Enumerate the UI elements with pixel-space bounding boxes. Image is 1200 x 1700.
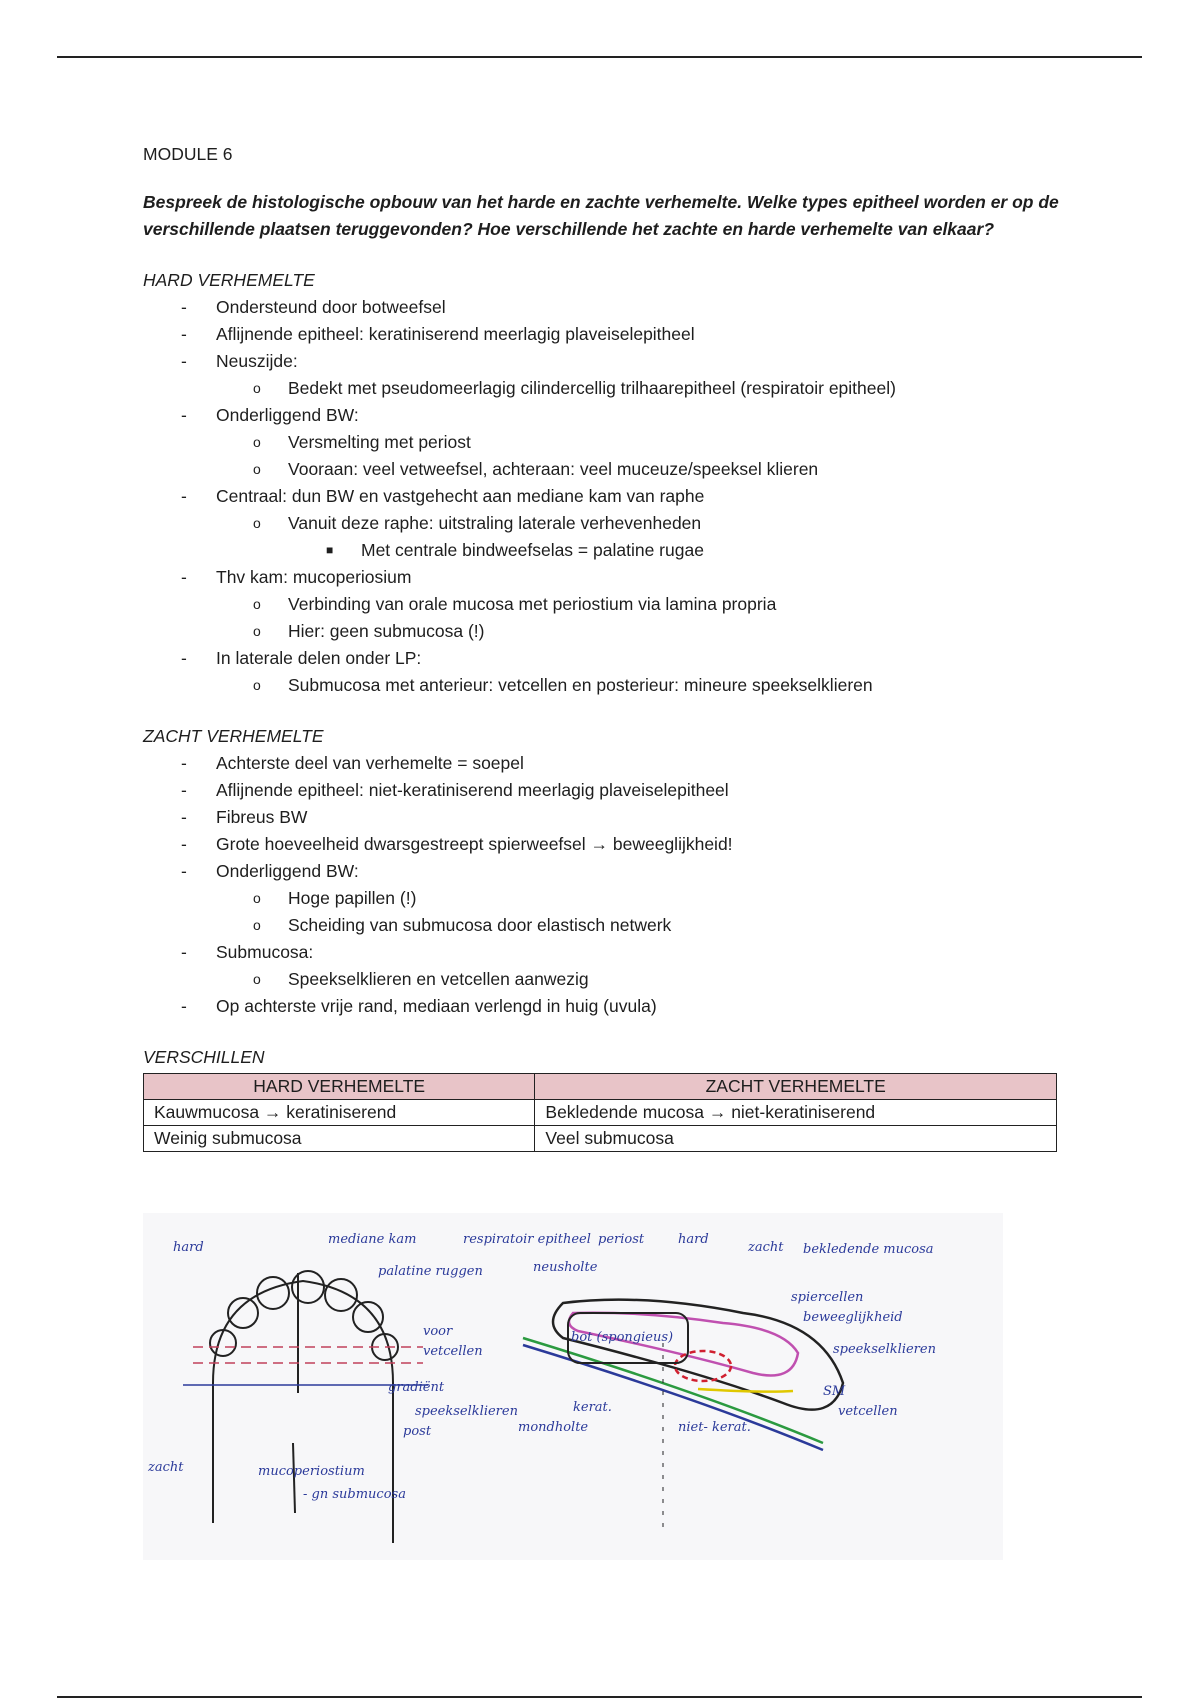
list-item: - Grote hoeveelheid dwarsgestreept spierweefsel → beweeglijkheid! bbox=[181, 834, 733, 854]
hard-list bbox=[143, 294, 1073, 699]
label-zacht-right: zacht bbox=[748, 1240, 784, 1255]
list-item: - Onderliggend BW: o Versmelting met periost o Vooraan: veel vetweefsel, achteraan: veel muceuze/speeksel klieren bbox=[143, 402, 1073, 483]
label-respiratoir-epitheel: respiratoir epitheel bbox=[463, 1232, 591, 1247]
module-title: MODULE 6 bbox=[143, 144, 233, 164]
list-item: - Aflijnende epitheel: niet-keratiniserend meerlagig plaveiselepitheel bbox=[181, 780, 729, 800]
label-hard: hard bbox=[173, 1240, 204, 1255]
label-neusholte: neusholte bbox=[533, 1260, 598, 1275]
palate-sketch-svg bbox=[143, 1213, 1003, 1560]
label-sm: SM bbox=[823, 1384, 846, 1399]
list-subitem: o Verbinding van orale mucosa met periostium via lamina propria bbox=[253, 594, 777, 614]
label-spiercellen: spiercellen bbox=[791, 1290, 864, 1305]
list-subitem: o Bedekt met pseudomeerlagig cilindercellig trilhaarepitheel (respiratoir epitheel) bbox=[253, 378, 896, 398]
list-item: - Fibreus BW bbox=[181, 807, 308, 827]
label-gradient: gradiënt bbox=[388, 1380, 445, 1395]
label-vetcellen-right: vetcellen bbox=[838, 1404, 898, 1419]
list-subitem: o Vooraan: veel vetweefsel, achteraan: veel muceuze/speeksel klieren bbox=[253, 459, 819, 479]
list-item: - Thv kam: mucoperiosium o Verbinding van orale mucosa met periostium via lamina propria o Hier: geen submucosa (!) bbox=[143, 564, 1073, 645]
table-cell: Veel submucosa bbox=[535, 1126, 1057, 1152]
list-item: - Onderliggend BW: o Hoge papillen (!) o Scheiding van submucosa door elastisch netwerk bbox=[143, 858, 1073, 939]
list-item: - Ondersteund door botweefsel bbox=[181, 297, 446, 317]
list-item: - Op achterste vrije rand, mediaan verlengd in huig (uvula) bbox=[181, 996, 657, 1016]
differences-title: VERSCHILLEN bbox=[143, 1047, 265, 1067]
list-item: - In laterale delen onder LP: o Submucosa met anterieur: vetcellen en posterieur: mineure speekselklieren bbox=[143, 645, 1073, 699]
exam-question: Bespreek de histologische opbouw van het harde en zachte verhemelte. Welke types epitheel worden er op de verschillende plaatsen teruggevonden? Hoe verschillende het zachte en harde verhemelte van elkaar? bbox=[143, 192, 1059, 239]
label-bot: bot (spongieus) bbox=[571, 1330, 674, 1345]
label-post: post bbox=[403, 1424, 432, 1439]
list-subsubitem: ■ Met centrale bindweefselas = palatine rugae bbox=[326, 540, 704, 560]
soft-section-title: ZACHT VERHEMELTE bbox=[143, 726, 324, 746]
table-cell: Bekledende mucosa → niet-keratiniserend bbox=[535, 1100, 1057, 1126]
list-subitem: o Hier: geen submucosa (!) bbox=[253, 621, 485, 641]
label-periost: periost bbox=[598, 1232, 645, 1247]
table-header-hard: HARD VERHEMELTE bbox=[144, 1074, 535, 1100]
table-cell: Weinig submucosa bbox=[144, 1126, 535, 1152]
header-rule bbox=[57, 56, 1142, 58]
list-subitem: o Versmelting met periost bbox=[253, 432, 471, 452]
label-mediane-kam: mediane kam bbox=[328, 1232, 417, 1247]
label-mondholte: mondholte bbox=[518, 1420, 589, 1435]
label-speekselklieren-right: speekselklieren bbox=[833, 1342, 936, 1357]
palate-sketch bbox=[143, 1213, 1003, 1560]
label-mucoperiostium: mucoperiostium bbox=[258, 1464, 365, 1479]
document-body bbox=[143, 144, 1073, 1152]
hard-section-title: HARD VERHEMELTE bbox=[143, 270, 315, 290]
label-zacht-left: zacht bbox=[148, 1460, 184, 1475]
table-header-row bbox=[144, 1074, 1057, 1100]
list-item: - Submucosa: o Speekselklieren en vetcellen aanwezig bbox=[143, 939, 1073, 993]
list-subitem: o Submucosa met anterieur: vetcellen en posterieur: mineure speekselklieren bbox=[253, 675, 873, 695]
list-subitem: o Hoge papillen (!) bbox=[253, 888, 417, 908]
label-keratinisatie: kerat. bbox=[573, 1400, 612, 1415]
list-item: - Achterste deel van verhemelte = soepel bbox=[181, 753, 524, 773]
differences-table bbox=[143, 1073, 1057, 1152]
list-subitem: o Scheiding van submucosa door elastisch netwerk bbox=[253, 915, 672, 935]
label-voor: voor bbox=[423, 1324, 453, 1339]
label-vetcellen: vetcellen bbox=[423, 1344, 483, 1359]
label-geen-submucosa: - gn submucosa bbox=[303, 1487, 406, 1502]
table-cell: Kauwmucosa → keratiniserend bbox=[144, 1100, 535, 1126]
label-beweeglijkheid: beweeglijkheid bbox=[803, 1310, 903, 1325]
label-niet-keratinisatie: niet- kerat. bbox=[678, 1420, 751, 1435]
label-palatine-ruggen: palatine ruggen bbox=[378, 1264, 483, 1279]
table-row bbox=[144, 1100, 1057, 1126]
list-item: - Neuszijde: o Bedekt met pseudomeerlagig cilindercellig trilhaarepitheel (respiratoir epitheel) bbox=[143, 348, 1073, 402]
footer-rule bbox=[57, 1696, 1142, 1698]
table-header-soft: ZACHT VERHEMELTE bbox=[535, 1074, 1057, 1100]
label-hard-right: hard bbox=[678, 1232, 709, 1247]
list-subitem: o Vanuit deze raphe: uitstraling laterale verhevenheden ■ Met centrale bindweefselas = palatine rugae bbox=[143, 510, 1073, 564]
table-row bbox=[144, 1126, 1057, 1152]
label-bekledende-mucosa: bekledende mucosa bbox=[803, 1242, 934, 1257]
list-item: - Aflijnende epitheel: keratiniserend meerlagig plaveiselepitheel bbox=[181, 324, 695, 344]
soft-list bbox=[143, 750, 1073, 1020]
list-item: - Centraal: dun BW en vastgehecht aan mediane kam van raphe o Vanuit deze raphe: uitstraling laterale verhevenheden ■ Met centrale bindweefselas = palatine rugae bbox=[143, 483, 1073, 564]
list-subitem: o Speekselklieren en vetcellen aanwezig bbox=[253, 969, 589, 989]
label-speekselklieren-left: speekselklieren bbox=[415, 1404, 518, 1419]
